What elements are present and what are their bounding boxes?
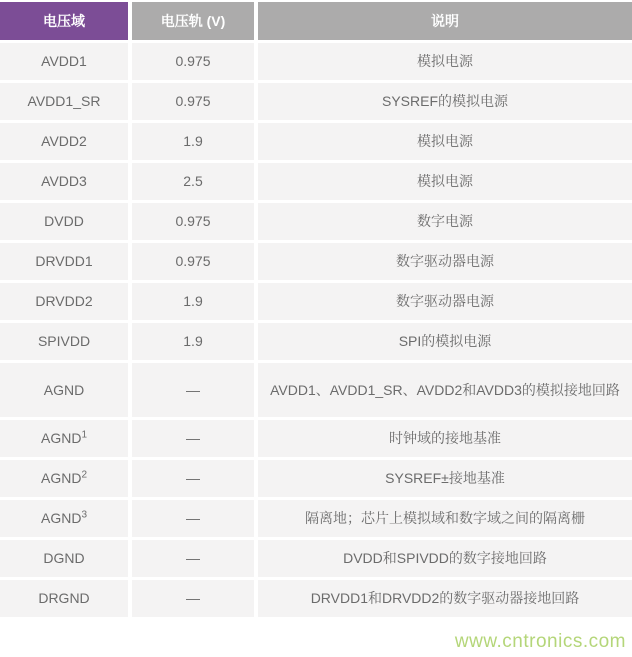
footnote-superscript: 3 [81, 509, 87, 521]
cell-description: 数字驱动器电源 [258, 243, 632, 280]
table-row [0, 163, 632, 200]
cell-description: AVDD1、AVDD1_SR、AVDD2和AVDD3的模拟接地回路 [258, 363, 632, 417]
table-row [0, 460, 632, 497]
cell-description: SPI的模拟电源 [258, 323, 632, 360]
cell-voltage-domain: AGND [0, 363, 128, 417]
table-row [0, 363, 632, 417]
table-header [0, 2, 632, 40]
cell-description: 数字驱动器电源 [258, 283, 632, 320]
cell-description: SYSREF的模拟电源 [258, 83, 632, 120]
watermark-text: www.cntronics.com [454, 631, 626, 652]
cell-voltage-rail: 1.9 [132, 323, 254, 360]
table-row [0, 580, 632, 617]
cell-voltage-rail: — [132, 460, 254, 497]
table-body [0, 43, 632, 617]
header-row [0, 2, 632, 40]
cell-voltage-rail: — [132, 580, 254, 617]
cell-voltage-domain: AVDD1 [0, 43, 128, 80]
cell-voltage-rail: 0.975 [132, 43, 254, 80]
table-row [0, 243, 632, 280]
header-cell-description: 说明 [258, 2, 632, 40]
table-row [0, 203, 632, 240]
cell-voltage-domain: AGND$^1$ [0, 420, 128, 457]
cell-voltage-domain: AVDD1_SR [0, 83, 128, 120]
cell-voltage-domain: DRGND [0, 580, 128, 617]
cell-description: 模拟电源 [258, 123, 632, 160]
cell-voltage-rail: 1.9 [132, 123, 254, 160]
table-row [0, 283, 632, 320]
cell-voltage-domain: AGND$^2$ [0, 460, 128, 497]
cell-description: 隔离地；芯片上模拟域和数字域之间的隔离栅 [258, 500, 632, 537]
cell-voltage-domain: SPIVDD [0, 323, 128, 360]
cell-description: 模拟电源 [258, 163, 632, 200]
cell-voltage-rail: 2.5 [132, 163, 254, 200]
cell-voltage-domain: DGND [0, 540, 128, 577]
table-row [0, 323, 632, 360]
cell-description: DVDD和SPIVDD的数字接地回路 [258, 540, 632, 577]
cell-voltage-rail: — [132, 540, 254, 577]
cell-voltage-domain: AVDD3 [0, 163, 128, 200]
cell-voltage-domain: AVDD2 [0, 123, 128, 160]
table-row [0, 420, 632, 457]
cell-voltage-rail: 0.975 [132, 243, 254, 280]
header-cell-voltage-domain: 电压域 [0, 2, 128, 40]
cell-voltage-rail: 0.975 [132, 83, 254, 120]
cell-description: DRVDD1和DRVDD2的数字驱动器接地回路 [258, 580, 632, 617]
table-row [0, 123, 632, 160]
cell-description: 数字电源 [258, 203, 632, 240]
cell-voltage-domain: AGND$^3$ [0, 500, 128, 537]
footnote-superscript: 1 [81, 429, 87, 441]
cell-voltage-rail: 0.975 [132, 203, 254, 240]
table-row [0, 83, 632, 120]
cell-description: 模拟电源 [258, 43, 632, 80]
cell-voltage-rail: — [132, 500, 254, 537]
cell-voltage-rail: — [132, 420, 254, 457]
table-row [0, 43, 632, 80]
cell-voltage-domain: DRVDD2 [0, 283, 128, 320]
header-cell-voltage-rail: 电压轨 (V) [132, 2, 254, 40]
cell-description: 时钟域的接地基准 [258, 420, 632, 457]
cell-voltage-rail: — [132, 363, 254, 417]
footnote-superscript: 2 [81, 469, 87, 481]
table-row [0, 500, 632, 537]
cell-voltage-rail: 1.9 [132, 283, 254, 320]
cell-voltage-domain: DVDD [0, 203, 128, 240]
cell-voltage-domain: DRVDD1 [0, 243, 128, 280]
table-row [0, 540, 632, 577]
cell-description: SYSREF±接地基准 [258, 460, 632, 497]
